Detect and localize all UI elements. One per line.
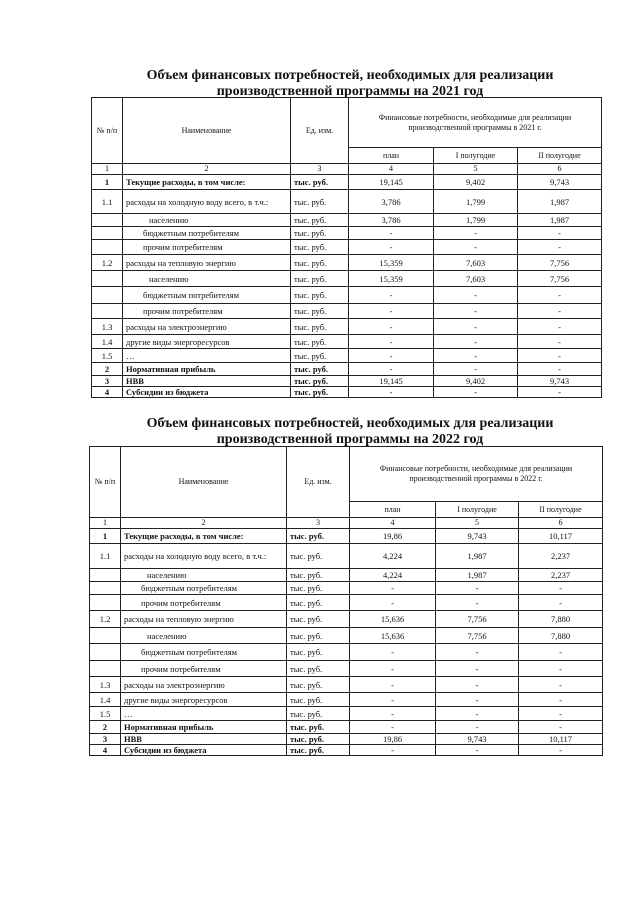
table-2022 (89, 446, 603, 756)
row-name: другие виды энергоресурсов (123, 335, 291, 349)
row-unit: тыс. руб. (291, 227, 349, 240)
row-h2: - (519, 595, 603, 611)
table-row (90, 693, 603, 707)
row-h2: - (518, 363, 602, 376)
table-row (92, 227, 602, 240)
table-row (92, 214, 602, 227)
row-h1: 1,799 (434, 214, 518, 227)
row-unit: тыс. руб. (291, 214, 349, 227)
row-plan: - (350, 677, 436, 693)
table-row (92, 271, 602, 287)
row-unit: тыс. руб. (291, 319, 349, 335)
row-plan: - (349, 319, 434, 335)
table-row (90, 544, 603, 569)
row-plan: - (349, 335, 434, 349)
row-h1: 9,743 (436, 529, 519, 544)
row-unit: тыс. руб. (291, 335, 349, 349)
table-row (92, 304, 602, 319)
row-num: 1.2 (90, 611, 121, 628)
colnum-6: 6 (518, 164, 602, 175)
row-num (92, 240, 123, 255)
row-unit: тыс. руб. (291, 190, 349, 214)
row-name: Текущие расходы, в том числе: (123, 175, 291, 190)
colnum-6: 6 (519, 518, 603, 529)
row-h1: - (434, 319, 518, 335)
row-h2: - (519, 721, 603, 734)
row-h1: - (434, 387, 518, 398)
row-name: Нормативная прибыль (121, 721, 287, 734)
row-num: 1 (90, 529, 121, 544)
row-h1: - (436, 693, 519, 707)
row-unit: тыс. руб. (291, 175, 349, 190)
row-name: бюджетным потребителям (121, 644, 287, 661)
row-name: другие виды энергоресурсов (121, 693, 287, 707)
table-row (90, 595, 603, 611)
colnum-2: 2 (123, 164, 291, 175)
row-h2: 9,743 (518, 175, 602, 190)
row-name: прочим потребителям (123, 304, 291, 319)
row-h1: 7,603 (434, 255, 518, 271)
row-name: расходы на холодную воду всего, в т.ч.: (121, 544, 287, 569)
row-unit: тыс. руб. (291, 349, 349, 363)
row-h1: - (436, 677, 519, 693)
row-h1: - (436, 721, 519, 734)
row-unit: тыс. руб. (287, 734, 350, 745)
row-h2: - (518, 349, 602, 363)
table-row (92, 335, 602, 349)
row-h2: 7,880 (519, 611, 603, 628)
table-row (90, 644, 603, 661)
row-h2: - (518, 335, 602, 349)
colnum-3: 3 (287, 518, 350, 529)
table-2021 (91, 97, 602, 398)
row-unit: тыс. руб. (287, 677, 350, 693)
row-h2: - (519, 661, 603, 677)
title-2022: Объем финансовых потребностей, необходимых для реализации производственной программы на 2022 год (146, 416, 554, 447)
header-plan: план (349, 148, 434, 164)
row-unit: тыс. руб. (287, 595, 350, 611)
row-name: … (123, 349, 291, 363)
row-num: 1.3 (90, 677, 121, 693)
row-name: расходы на холодную воду всего, в т.ч.: (123, 190, 291, 214)
row-num: 1.5 (90, 707, 121, 721)
row-name: расходы на электроэнергию (123, 319, 291, 335)
header-h2: II полугодие (518, 148, 602, 164)
row-h2: 10,117 (519, 734, 603, 745)
row-h2: 2,237 (519, 569, 603, 582)
row-h2: - (518, 387, 602, 398)
row-h1: - (436, 644, 519, 661)
table-row (92, 255, 602, 271)
row-unit: тыс. руб. (291, 376, 349, 387)
row-num (90, 582, 121, 595)
row-h2: - (519, 745, 603, 756)
row-name: прочим потребителям (121, 661, 287, 677)
row-num (90, 569, 121, 582)
row-plan: - (349, 349, 434, 363)
table-row (90, 677, 603, 693)
row-h2: 2,237 (519, 544, 603, 569)
header-plan: план (350, 502, 436, 518)
row-name: бюджетным потребителям (121, 582, 287, 595)
row-plan: - (349, 363, 434, 376)
row-name: НВВ (123, 376, 291, 387)
row-plan: - (350, 661, 436, 677)
row-h1: - (436, 707, 519, 721)
row-num: 3 (90, 734, 121, 745)
header-h2: II полугодие (519, 502, 603, 518)
row-num: 1 (92, 175, 123, 190)
row-name: НВВ (121, 734, 287, 745)
row-name: населению (123, 214, 291, 227)
row-unit: тыс. руб. (287, 661, 350, 677)
row-name: расходы на тепловую энергию (121, 611, 287, 628)
row-num (90, 628, 121, 644)
row-num: 2 (92, 363, 123, 376)
row-unit: тыс. руб. (287, 745, 350, 756)
title-2021: Объем финансовых потребностей, необходимых для реализации производственной программы на 2021 год (146, 68, 554, 99)
header-h1: I полугодие (436, 502, 519, 518)
row-unit: тыс. руб. (291, 240, 349, 255)
row-h1: 7,756 (436, 611, 519, 628)
row-plan: 4,224 (350, 569, 436, 582)
row-plan: 19,86 (350, 529, 436, 544)
row-h2: - (519, 707, 603, 721)
header-name: Наименование (123, 98, 291, 164)
row-num: 1.3 (92, 319, 123, 335)
colnum-5: 5 (436, 518, 519, 529)
row-plan: 15,359 (349, 255, 434, 271)
row-name: прочим потребителям (121, 595, 287, 611)
colnum-4: 4 (350, 518, 436, 529)
row-plan: 4,224 (350, 544, 436, 569)
row-h1: - (434, 335, 518, 349)
row-num (90, 644, 121, 661)
row-h1: 9,402 (434, 175, 518, 190)
row-unit: тыс. руб. (287, 582, 350, 595)
row-h1: 9,743 (436, 734, 519, 745)
table-row (90, 582, 603, 595)
header-num: № п/п (90, 447, 121, 518)
table-row (90, 529, 603, 544)
row-unit: тыс. руб. (291, 255, 349, 271)
table-row (90, 628, 603, 644)
row-plan: - (349, 240, 434, 255)
row-h2: - (518, 227, 602, 240)
colnum-2: 2 (121, 518, 287, 529)
row-num: 1.4 (90, 693, 121, 707)
row-h2: 7,756 (518, 271, 602, 287)
table-row (92, 387, 602, 398)
row-num (90, 595, 121, 611)
table-row (90, 721, 603, 734)
row-h1: - (434, 227, 518, 240)
row-unit: тыс. руб. (287, 628, 350, 644)
row-name: Субсидии из бюджета (123, 387, 291, 398)
table-row (92, 240, 602, 255)
header-fin: Финансовые потребности, необходимые для реализации производственной программы в 2022 г. (350, 447, 603, 502)
row-unit: тыс. руб. (291, 304, 349, 319)
row-h1: - (434, 363, 518, 376)
row-plan: - (350, 693, 436, 707)
row-plan: 15,359 (349, 271, 434, 287)
row-num: 1.1 (90, 544, 121, 569)
row-unit: тыс. руб. (291, 287, 349, 304)
table-row (92, 190, 602, 214)
row-unit: тыс. руб. (287, 721, 350, 734)
row-name: расходы на электроэнергию (121, 677, 287, 693)
row-num: 1.4 (92, 335, 123, 349)
row-h1: 7,603 (434, 271, 518, 287)
row-plan: - (349, 387, 434, 398)
row-h2: - (519, 644, 603, 661)
row-name: населению (123, 271, 291, 287)
row-num: 4 (92, 387, 123, 398)
table-row (92, 287, 602, 304)
colnum-4: 4 (349, 164, 434, 175)
row-h2: - (518, 240, 602, 255)
table-row (90, 661, 603, 677)
row-plan: 19,145 (349, 175, 434, 190)
row-unit: тыс. руб. (287, 693, 350, 707)
row-plan: - (350, 745, 436, 756)
row-unit: тыс. руб. (287, 544, 350, 569)
row-h1: - (436, 745, 519, 756)
table-row (92, 175, 602, 190)
row-h2: - (518, 304, 602, 319)
row-plan: 19,86 (350, 734, 436, 745)
header-num: № п/п (92, 98, 123, 164)
row-num: 1.5 (92, 349, 123, 363)
row-h1: - (436, 661, 519, 677)
row-h1: 1,987 (436, 544, 519, 569)
header-unit: Ед. изм. (291, 98, 349, 164)
colnum-5: 5 (434, 164, 518, 175)
row-h2: 7,756 (518, 255, 602, 271)
table-row (92, 349, 602, 363)
row-plan: - (350, 707, 436, 721)
header-fin: Финансовые потребности, необходимые для реализации производственной программы в 2021 г. (349, 98, 602, 148)
row-unit: тыс. руб. (287, 529, 350, 544)
header-name: Наименование (121, 447, 287, 518)
row-num (90, 661, 121, 677)
row-h2: 10,117 (519, 529, 603, 544)
colnum-3: 3 (291, 164, 349, 175)
row-name: Нормативная прибыль (123, 363, 291, 376)
row-name: прочим потребителям (123, 240, 291, 255)
header-unit: Ед. изм. (287, 447, 350, 518)
table-row (90, 745, 603, 756)
row-h1: - (434, 287, 518, 304)
row-unit: тыс. руб. (291, 363, 349, 376)
colnum-1: 1 (90, 518, 121, 529)
row-h2: 1,987 (518, 214, 602, 227)
row-plan: - (350, 721, 436, 734)
table-row (90, 707, 603, 721)
row-h2: - (519, 677, 603, 693)
row-h1: - (434, 349, 518, 363)
table-row (92, 376, 602, 387)
row-num (92, 287, 123, 304)
row-name: населению (121, 569, 287, 582)
row-h2: - (518, 319, 602, 335)
row-name: … (121, 707, 287, 721)
row-num (92, 227, 123, 240)
row-h1: - (436, 595, 519, 611)
row-h1: 9,402 (434, 376, 518, 387)
row-name: расходы на тепловую энергию (123, 255, 291, 271)
row-plan: - (350, 582, 436, 595)
table-row (92, 363, 602, 376)
row-h2: - (518, 287, 602, 304)
row-plan: 15,636 (350, 628, 436, 644)
row-h1: 1,799 (434, 190, 518, 214)
row-unit: тыс. руб. (287, 569, 350, 582)
row-h2: 7,880 (519, 628, 603, 644)
row-name: бюджетным потребителям (123, 227, 291, 240)
row-num: 3 (92, 376, 123, 387)
colnum-1: 1 (92, 164, 123, 175)
row-h1: 1,987 (436, 569, 519, 582)
row-num (92, 271, 123, 287)
row-plan: - (349, 287, 434, 304)
row-h2: 1,987 (518, 190, 602, 214)
row-unit: тыс. руб. (287, 644, 350, 661)
row-num (92, 304, 123, 319)
row-plan: - (349, 227, 434, 240)
table-row (90, 611, 603, 628)
row-h1: 7,756 (436, 628, 519, 644)
row-plan: 3,786 (349, 190, 434, 214)
table-row (90, 734, 603, 745)
row-unit: тыс. руб. (287, 611, 350, 628)
row-h2: - (519, 693, 603, 707)
row-plan: - (350, 595, 436, 611)
row-unit: тыс. руб. (287, 707, 350, 721)
table-row (92, 319, 602, 335)
row-plan: 15,636 (350, 611, 436, 628)
row-h1: - (434, 304, 518, 319)
header-h1: I полугодие (434, 148, 518, 164)
row-plan: - (349, 304, 434, 319)
row-name: бюджетным потребителям (123, 287, 291, 304)
row-h2: - (519, 582, 603, 595)
table-row (90, 569, 603, 582)
row-plan: - (350, 644, 436, 661)
row-h1: - (434, 240, 518, 255)
row-num (92, 214, 123, 227)
row-plan: 19,145 (349, 376, 434, 387)
row-num: 1.1 (92, 190, 123, 214)
row-num: 1.2 (92, 255, 123, 271)
row-h2: 9,743 (518, 376, 602, 387)
row-plan: 3,786 (349, 214, 434, 227)
row-num: 2 (90, 721, 121, 734)
row-num: 4 (90, 745, 121, 756)
row-h1: - (436, 582, 519, 595)
row-unit: тыс. руб. (291, 387, 349, 398)
row-name: Текущие расходы, в том числе: (121, 529, 287, 544)
row-unit: тыс. руб. (291, 271, 349, 287)
row-name: населению (121, 628, 287, 644)
row-name: Субсидии из бюджета (121, 745, 287, 756)
